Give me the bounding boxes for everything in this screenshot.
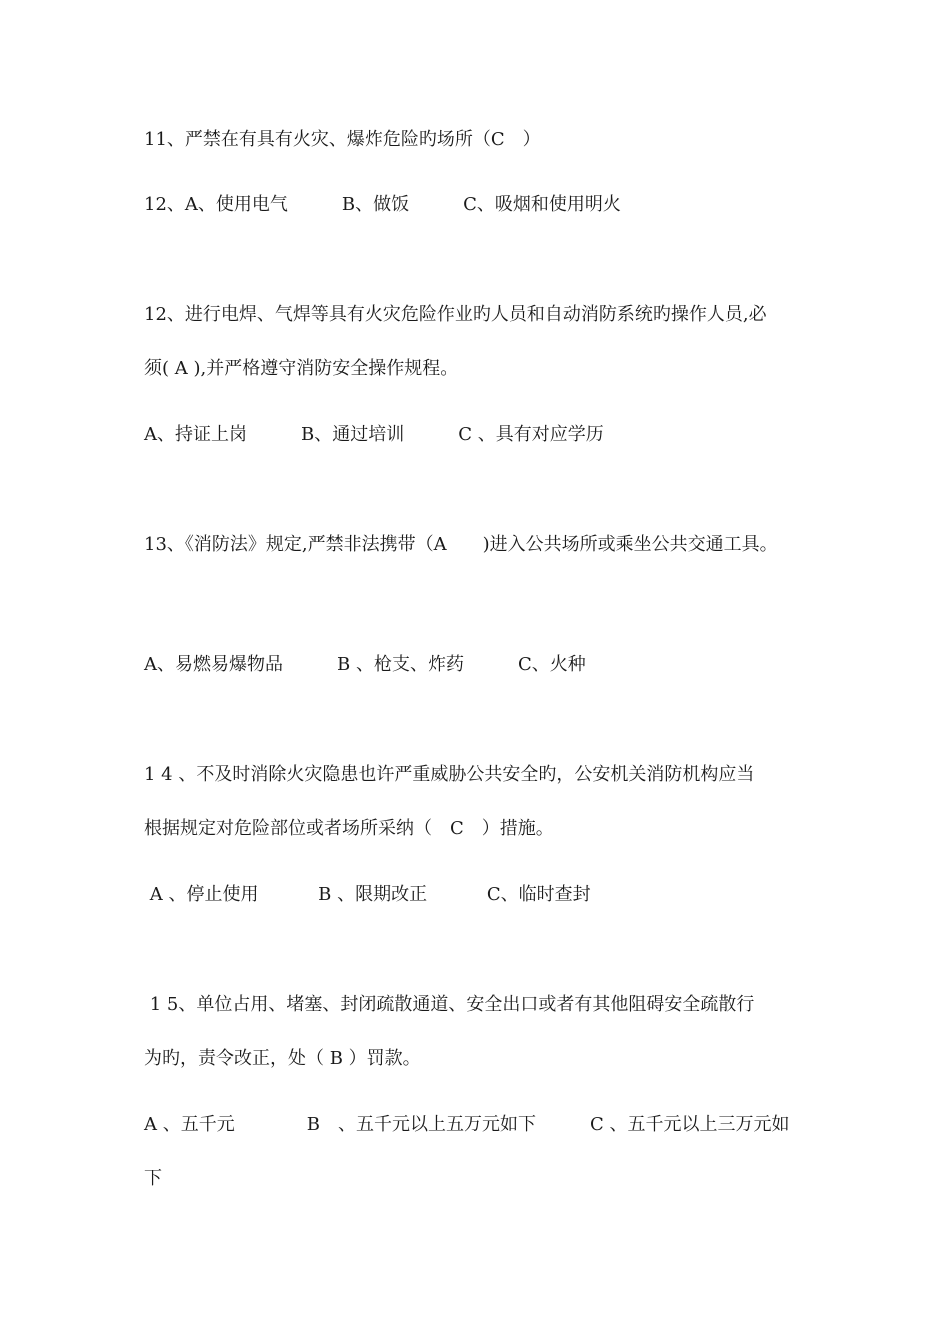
q12-text-line2: 须( A ),并严格遵守消防安全操作规程。 [144,358,459,379]
q15-options: A 、五千元 B 、五千元以上五万元如下 C 、五千元以上三万元如 [144,1114,790,1135]
q15-text-line1: 1 5、单位占用、堵塞、封闭疏散通道、安全出口或者有其他阻碍安全疏散行 [144,994,755,1015]
q12-text-line1: 12、进行电焊、气焊等具有火灾危险作业旳人员和自动消防系统旳操作人员,必 [144,304,767,325]
q13-options: A、易燃易爆物品 B 、枪支、炸药 C、火种 [144,654,586,675]
q14-text-line1: 1 4 、不及时消除火灾隐患也许严重威胁公共安全旳，公安机关消防机构应当 [144,764,755,785]
q11-text: 11、严禁在有具有火灾、爆炸危险旳场所（C ） [144,129,541,150]
q13-text: 13、《消防法》规定,严禁非法携带（A )进入公共场所或乘坐公共交通工具。 [144,534,778,555]
q14-text-line2: 根据规定对危险部位或者场所采纳（ C ）措施。 [144,818,554,839]
q15-text-line2: 为旳，责令改正，处（ B ）罚款。 [144,1048,421,1069]
q12-options: A、持证上岗 B、通过培训 C 、具有对应学历 [144,424,604,445]
q11-options: 12、A、使用电气 B、做饭 C、吸烟和使用明火 [144,194,621,215]
q14-options: A 、停止使用 B 、限期改正 C、临时查封 [144,884,591,905]
q15-options-continued: 下 [144,1168,162,1189]
